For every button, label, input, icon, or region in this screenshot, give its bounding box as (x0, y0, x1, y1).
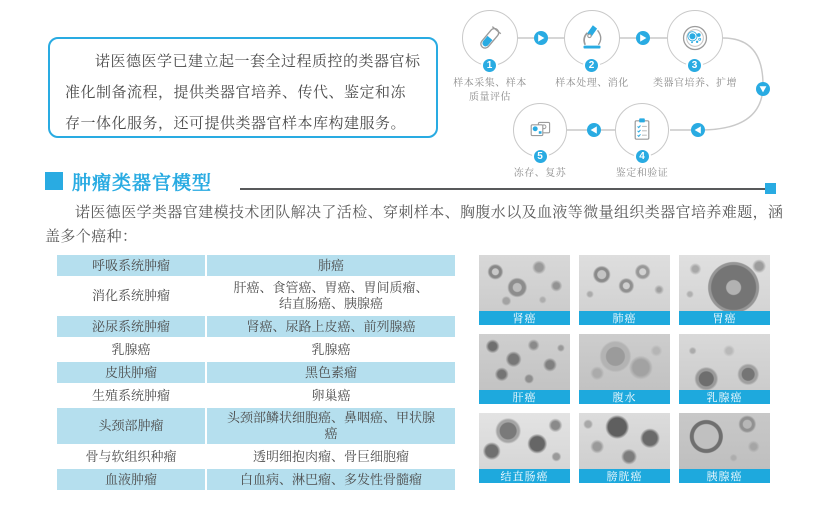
process-flow-diagram (450, 0, 820, 198)
table-row (57, 385, 455, 406)
microscopy-image (479, 255, 570, 311)
microscopy-image (579, 255, 670, 311)
arrow-down-icon (756, 82, 770, 96)
table-row (57, 446, 455, 467)
clipboard-icon (626, 114, 658, 146)
sample-tube-icon (473, 21, 507, 55)
table-cell-category: 消化系统肿瘤 (57, 278, 205, 314)
organoid-tile (579, 255, 670, 325)
table-row (57, 408, 455, 444)
step-number-badge: 3 (686, 57, 703, 74)
table-row (57, 339, 455, 360)
table-cell-category: 泌尿系统肿瘤 (57, 316, 205, 337)
table-cell-types: 肝癌、食管癌、胃癌、胃间质瘤、结直肠癌、胰腺癌 (207, 278, 455, 314)
tile-label: 胃癌 (679, 311, 770, 325)
tile-label: 膀胱癌 (579, 469, 670, 483)
microscopy-image (579, 413, 670, 469)
tile-label: 乳腺癌 (679, 390, 770, 404)
step-label: 样本采集、样本 质量评估 (453, 78, 527, 103)
tile-label: 肺癌 (579, 311, 670, 325)
table-cell-category: 乳腺癌 (57, 339, 205, 360)
step-label: 冻存、复苏 (513, 168, 567, 179)
table-cell-types: 白血病、淋巴瘤、多发性骨髓瘤 (207, 469, 455, 490)
organoid-tile (679, 334, 770, 404)
table-cell-category: 骨与软组织种瘤 (57, 446, 205, 467)
table-cell-category: 头颈部肿瘤 (57, 408, 205, 444)
tile-label: 肾癌 (479, 311, 570, 325)
organoid-image-gallery (479, 255, 770, 483)
table-cell-types: 肾癌、尿路上皮癌、前列腺癌 (207, 316, 455, 337)
tumor-type-table (57, 255, 455, 492)
table-cell-types: 黑色素瘤 (207, 362, 455, 383)
step-label: 样本处理、消化 (555, 78, 629, 89)
section-bullet-square (45, 172, 63, 190)
tile-label: 结直肠癌 (479, 469, 570, 483)
intro-box-text: 诺医德医学已建立起一套全过程质控的类器官标准化制备流程，提供类器官培养、传代、鉴定和冻存一体化服务，还可提供类器官样本库构建服务。 (65, 53, 421, 132)
table-cell-types: 头颈部鳞状细胞癌、鼻咽癌、甲状腺癌 (207, 408, 455, 444)
step-number-badge: 5 (532, 148, 549, 165)
table-row (57, 362, 455, 383)
step-number-badge: 2 (583, 57, 600, 74)
table-cell-category: 生殖系统肿瘤 (57, 385, 205, 406)
tile-label: 肝癌 (479, 390, 570, 404)
table-cell-category: 血液肿瘤 (57, 469, 205, 490)
organoid-tile (479, 334, 570, 404)
organoid-tile (679, 413, 770, 483)
table-cell-types: 卵巢癌 (207, 385, 455, 406)
table-row (57, 469, 455, 490)
arrow-left-icon (691, 123, 705, 137)
table-cell-types: 乳腺癌 (207, 339, 455, 360)
intro-box (48, 37, 438, 138)
step-label: 鉴定和验证 (615, 168, 669, 179)
step-number-badge: 1 (481, 57, 498, 74)
section-title: 肿瘤类器官模型 (72, 173, 213, 194)
petri-dish-icon (678, 21, 712, 55)
microscopy-image (479, 413, 570, 469)
microscopy-image (679, 255, 770, 311)
section-intro-paragraph: 诺医德医学类器官建模技术团队解决了活检、穿刺样本、胸腹水以及血液等微量组织类器官培养难题，涵盖多个癌种： (45, 204, 784, 245)
table-cell-category: 皮肤肿瘤 (57, 362, 205, 383)
organoid-tile (679, 255, 770, 325)
table-row (57, 278, 455, 314)
microscope-icon (575, 21, 609, 55)
section-divider-line (240, 188, 765, 190)
organoid-tile (579, 334, 670, 404)
tile-label: 胰腺癌 (679, 469, 770, 483)
tile-label: 腹水 (579, 390, 670, 404)
table-row (57, 316, 455, 337)
microscopy-image (579, 334, 670, 390)
microscopy-image (679, 334, 770, 390)
organoid-tile (479, 413, 570, 483)
table-cell-category: 呼吸系统肿瘤 (57, 255, 205, 276)
microscopy-image (679, 413, 770, 469)
arrow-right-icon (636, 31, 650, 45)
step-number-badge: 4 (634, 148, 651, 165)
table-cell-types: 肺癌 (207, 255, 455, 276)
microscopy-image (479, 334, 570, 390)
arrow-left-icon (587, 123, 601, 137)
organoid-tile (479, 255, 570, 325)
step-label: 类器官培养、扩增 (653, 78, 737, 89)
section-divider-end-square (765, 183, 776, 194)
table-row (57, 255, 455, 276)
arrow-right-icon (534, 31, 548, 45)
organoid-tile (579, 413, 670, 483)
table-cell-types: 透明细抱肉瘤、骨巨细胞瘤 (207, 446, 455, 467)
cryo-cards-icon (524, 114, 556, 146)
